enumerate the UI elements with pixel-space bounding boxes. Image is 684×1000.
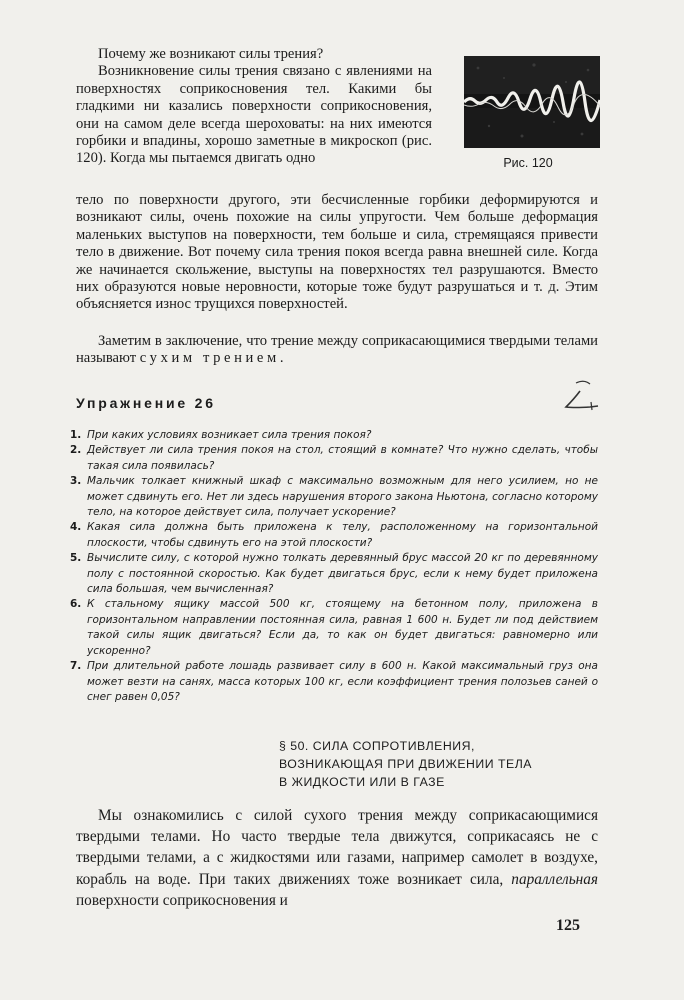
conclusion-text bbox=[76, 333, 598, 368]
exercise-number: 7. bbox=[70, 660, 82, 673]
figure-120 bbox=[464, 56, 600, 170]
conclusion-end: . bbox=[279, 350, 284, 367]
exercise-item bbox=[70, 597, 598, 659]
microscope-surface-photo-icon bbox=[464, 56, 600, 148]
figure-caption: Рис. 120 bbox=[503, 156, 553, 170]
exercise-item bbox=[70, 659, 598, 705]
paragraph-text bbox=[76, 805, 598, 911]
section-title-line: В ЖИДКОСТИ ИЛИ В ГАЗЕ bbox=[279, 775, 445, 789]
section-title bbox=[279, 737, 599, 791]
exercise-item bbox=[70, 443, 598, 474]
exercise-item bbox=[70, 428, 598, 443]
exercise-number: 6. bbox=[70, 598, 82, 611]
exercise-number: 4. bbox=[70, 521, 82, 534]
conclusion-paragraph bbox=[76, 333, 598, 368]
exercise-text: Мальчик толкает книжный шкаф с максимально возможным для него усилием, но не может сдвинуть его. Нет ли здесь нарушения второго закона Ньютона, согласно которому тело, на которое действует сила, получает ускорение? bbox=[87, 475, 598, 519]
exercise-text: Вычислите силу, с которой нужно толкать деревянный брус массой 20 кг по деревянному полу с постоянной скоростью. Как будет двигаться брус, если к нему будет приложена сила большая, чем вычисленная? bbox=[87, 552, 598, 596]
intro-paragraph bbox=[76, 46, 432, 168]
exercise-text: Действует ли сила трения покоя на стол, стоящий в комнате? Что нужно сделать, чтобы такая сила появилась? bbox=[87, 444, 598, 472]
exercise-number: 1. bbox=[70, 429, 82, 441]
exercise-text: К стальному ящику массой 500 кг, стоящему на бетонном полу, приложена в горизонтальном направлении постоянная сила, равная 1 600 н. Будет ли под действием такой силы ящик двигаться? Если да, то как он будет двигаться: равномерно или ускоренно? bbox=[87, 598, 598, 657]
exercise-number: 2. bbox=[70, 444, 82, 457]
question-line: Почему же возникают силы трения? bbox=[98, 46, 324, 62]
section-title-line: § 50. СИЛА СОПРОТИВЛЕНИЯ, bbox=[279, 739, 475, 753]
paragraph-start: Мы ознакомились с силой сухого трения между соприкасающимися твердыми телами. Но часто твердые тела движутся, соприкасаясь не с твердыми телами, а с жидкостями или газами, например самолет в воздухе, корабль на воде. При таких движениях тоже возникает сила, bbox=[76, 807, 598, 888]
exercise-heading: Упражнение 26 bbox=[76, 395, 216, 411]
page-number: 125 bbox=[556, 917, 580, 934]
exercise-text: При длительной работе лошадь развивает силу в 600 н. Какой максимальный груз она может везти на санях, масса которых 100 кг, если коэффициент трения полозьев саней о снег равен 0,05? bbox=[87, 660, 598, 703]
conclusion-start: Заметим в заключение, что трение между соприкасающимися твердыми телами называют bbox=[76, 333, 598, 367]
exercise-item bbox=[70, 474, 598, 520]
friction-explanation-start: Возникновение силы трения связано с явлениями на поверхностях соприкосновения тел. Какими бы гладкими ни казались поверхности соприкосновения, они на самом деле всегда шероховаты: на них имеются горбики и впадины, хорошо заметные в микроскоп (рис. 120). Когда мы пытаемся двигать одно bbox=[76, 63, 432, 167]
exercise-item bbox=[70, 551, 598, 597]
exercise-text: При каких условиях возникает сила трения покоя? bbox=[87, 429, 372, 441]
pencil-mark-icon bbox=[560, 377, 604, 419]
exercise-number: 3. bbox=[70, 475, 82, 488]
exercise-text: Какая сила должна быть приложена к телу, расположенному на горизонтальной плоскости, чтобы сдвинуть его на этой плоскости? bbox=[87, 521, 598, 549]
section-title-line: ВОЗНИКАЮЩАЯ ПРИ ДВИЖЕНИИ ТЕЛА bbox=[279, 757, 532, 771]
friction-explanation-continued bbox=[76, 192, 598, 314]
exercise-item bbox=[70, 520, 598, 551]
emphasized-word: параллельная bbox=[511, 870, 598, 888]
paragraph-end: поверхности соприкосновения и bbox=[76, 891, 288, 909]
paragraph-text: тело по поверхности другого, эти бесчисленные горбики деформируются и возникают силы, очень похожие на силы упругости. Чем больше деформация маленьких выступов на поверхности, тем больше и сила, стремящаяся привести тело в движение. Вот почему сила трения покоя всегда равна внешней силе. Когда же начинается скольжение, выступы на поверхностях тел разрушаются. Вместо них образуются новые неровности, которые тоже будут разрушаться и т. д. Этим объясняется износ трущихся поверхностей. bbox=[76, 192, 598, 313]
dry-friction-term: сухим трением bbox=[139, 350, 280, 367]
fluid-resistance-paragraph bbox=[76, 805, 598, 911]
exercise-list bbox=[70, 428, 598, 705]
exercise-number: 5. bbox=[70, 552, 82, 565]
